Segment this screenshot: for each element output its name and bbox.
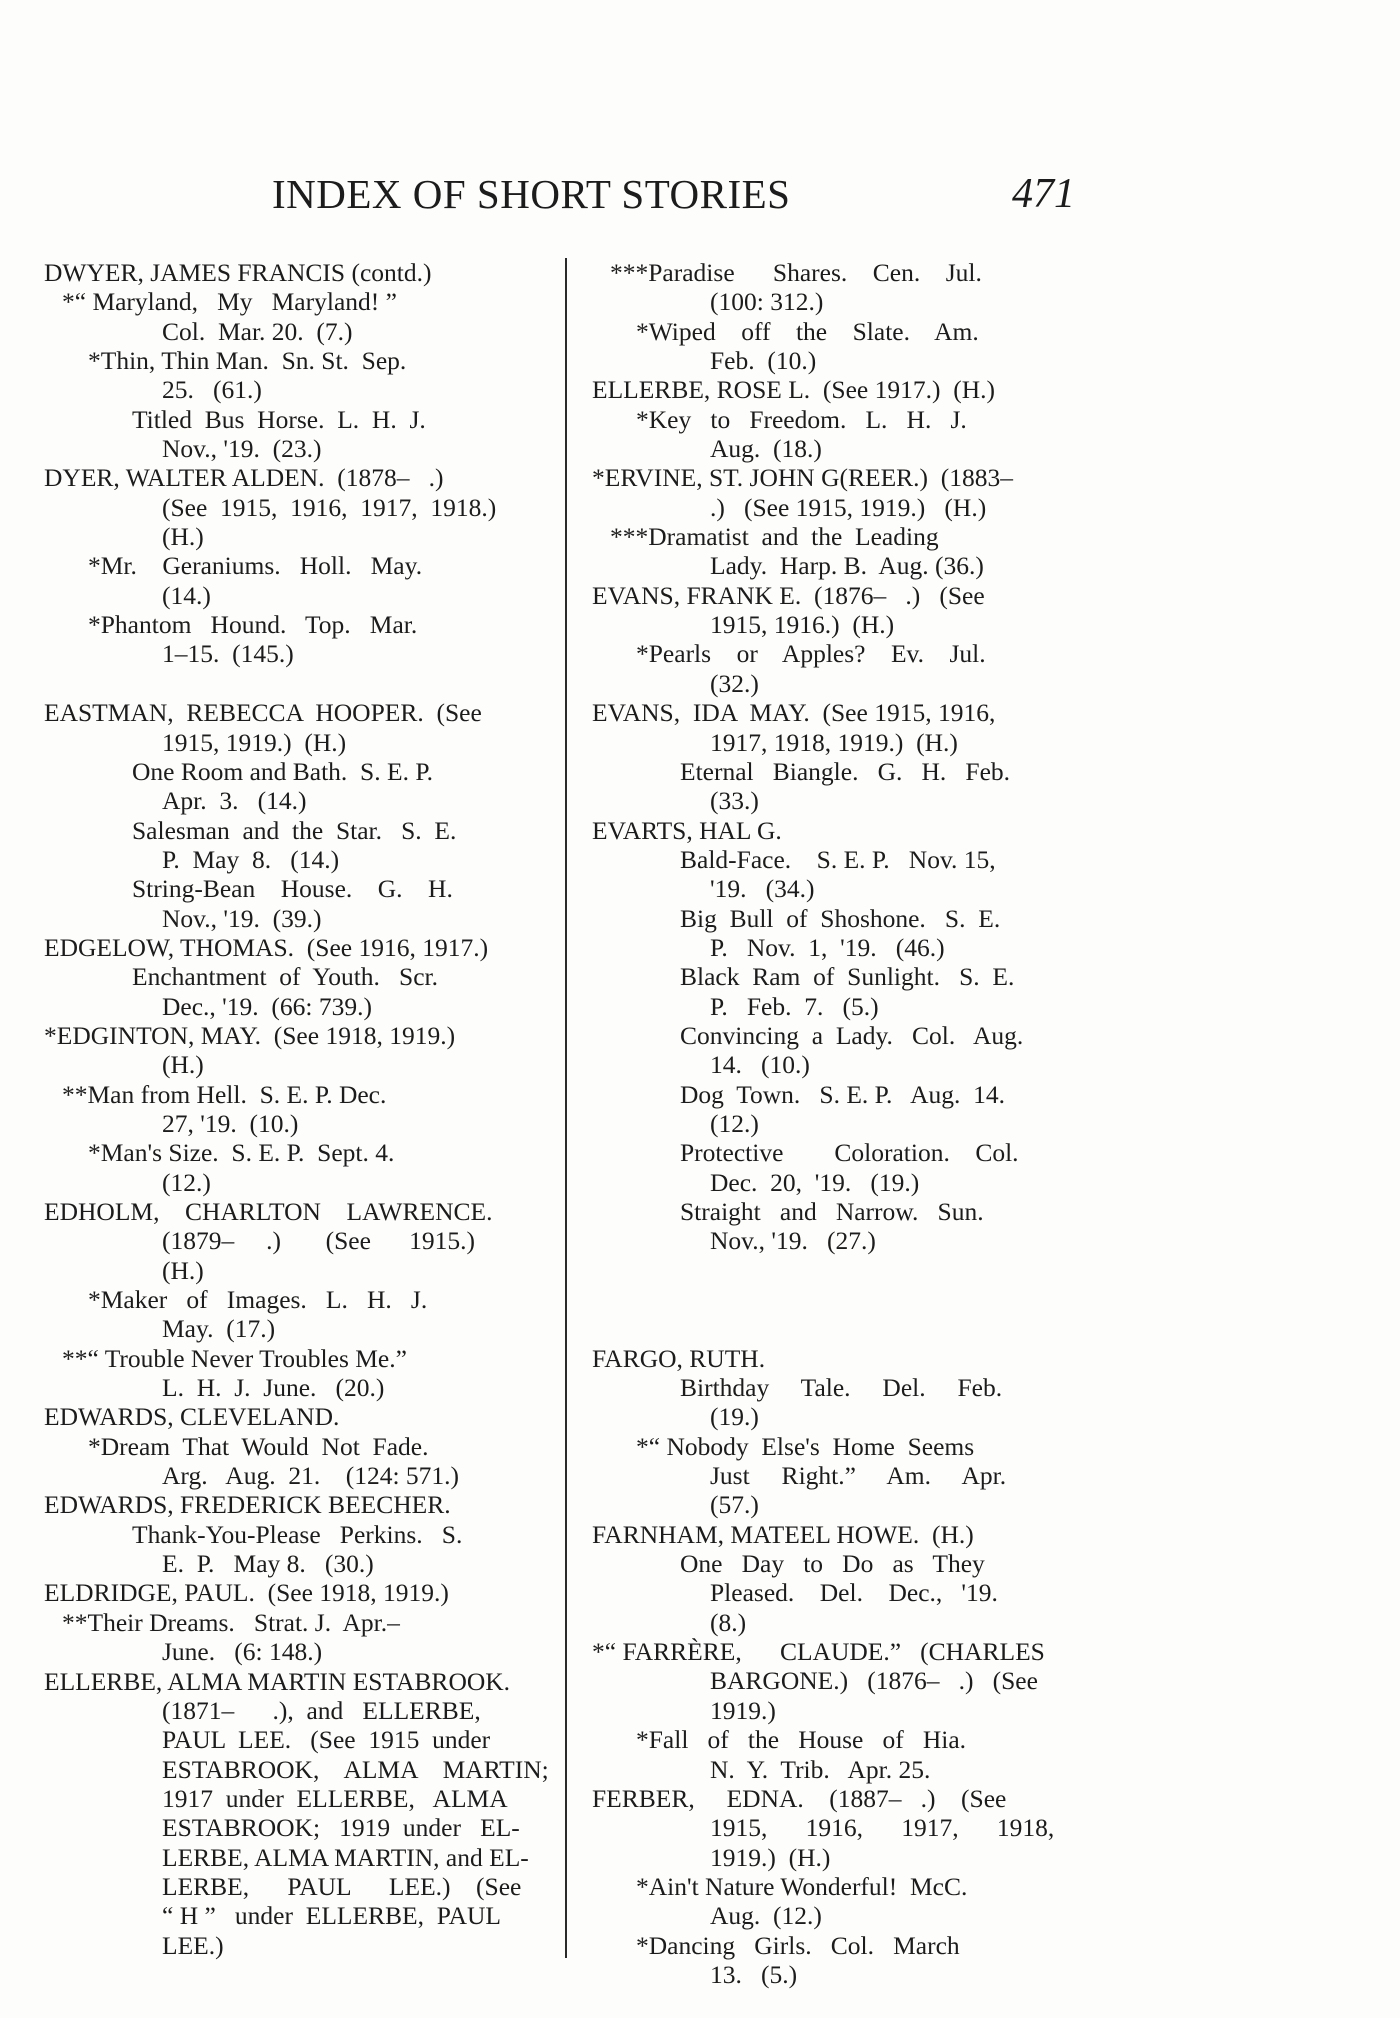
index-entry-line xyxy=(592,1373,1090,1402)
index-entry-line xyxy=(592,1696,1090,1725)
index-entry-line xyxy=(44,493,542,522)
index-entry-line xyxy=(44,1843,542,1872)
index-entry-line xyxy=(44,1901,542,1930)
index-entry-heading xyxy=(44,258,542,287)
index-entry-line xyxy=(592,845,1090,874)
index-entry-line xyxy=(592,1608,1090,1637)
index-entry-line xyxy=(592,669,1090,698)
index-entry-line xyxy=(44,1050,542,1079)
entry-text: *Fall of the House of Hia. xyxy=(636,1725,967,1755)
entry-text: Eternal Biangle. G. H. Feb. xyxy=(680,756,1011,786)
index-entry-line xyxy=(592,1578,1090,1607)
entry-text: *Thin, Thin Man. Sn. St. Sep. xyxy=(88,346,407,376)
entry-text: (14.) xyxy=(162,580,211,610)
entry-text: 1917, 1918, 1919.) (H.) xyxy=(710,727,958,757)
index-entry-line xyxy=(592,1901,1090,1930)
entry-text: (12.) xyxy=(710,1108,759,1138)
entry-text: ESTABROOK, ALMA MARTIN; xyxy=(162,1754,549,1784)
entry-text: *Pearls or Apples? Ev. Jul. xyxy=(636,639,986,669)
index-entry-line xyxy=(592,493,1090,522)
index-entry-line xyxy=(592,405,1090,434)
entry-text: *ERVINE, ST. JOHN G(REER.) (1883– xyxy=(592,463,1014,493)
index-entry-heading xyxy=(592,581,1090,610)
index-entry-line xyxy=(592,1138,1090,1167)
entry-text: N. Y. Trib. Apr. 25. xyxy=(710,1754,931,1784)
index-entry-line xyxy=(44,845,542,874)
entry-text: (1871– .), and ELLERBE, xyxy=(162,1695,481,1725)
index-entry-heading xyxy=(592,698,1090,727)
index-entry-line xyxy=(592,1461,1090,1490)
index-entry-line xyxy=(44,1109,542,1138)
index-entry-line xyxy=(44,1520,542,1549)
index-entry-line xyxy=(592,1931,1090,1960)
index-entry-line xyxy=(44,1373,542,1402)
index-entry-line xyxy=(592,1755,1090,1784)
entry-text: Enchantment of Youth. Scr. xyxy=(132,962,438,992)
index-entry-line xyxy=(44,904,542,933)
entry-text: Protective Coloration. Col. xyxy=(680,1138,1019,1168)
entry-text: L. H. J. June. (20.) xyxy=(162,1373,385,1403)
entry-text: *Mr. Geraniums. Holl. May. xyxy=(88,551,423,581)
entry-text: **Man from Hell. S. E. P. Dec. xyxy=(62,1079,387,1109)
index-entry-heading xyxy=(592,1520,1090,1549)
entry-text: Nov., '19. (27.) xyxy=(710,1226,876,1256)
index-entry-line xyxy=(592,610,1090,639)
entry-text: Big Bull of Shoshone. S. E. xyxy=(680,903,1001,933)
index-entry-line xyxy=(592,1843,1090,1872)
entry-text: *EDGINTON, MAY. (See 1918, 1919.) xyxy=(44,1020,456,1050)
entry-text: EDWARDS, CLEVELAND. xyxy=(44,1402,340,1432)
entry-text: FARGO, RUTH. xyxy=(592,1343,766,1373)
index-entry-line xyxy=(44,1461,542,1490)
index-entry-line xyxy=(44,1872,542,1901)
index-entry-line xyxy=(592,1109,1090,1138)
entry-text: (33.) xyxy=(710,786,759,816)
index-entry-line xyxy=(44,287,542,316)
index-entry-line xyxy=(44,1344,542,1373)
entry-text: ELLERBE, ALMA MARTIN ESTABROOK. xyxy=(44,1666,511,1696)
entry-text: Pleased. Del. Dec., '19. xyxy=(710,1578,998,1608)
entry-text: Dec., '19. (66: 739.) xyxy=(162,991,372,1021)
entry-text: Salesman and the Star. S. E. xyxy=(132,815,457,845)
page-number: 471 xyxy=(1012,171,1075,217)
index-entry-line xyxy=(44,1725,542,1754)
index-entry-line xyxy=(44,1696,542,1725)
entry-text: P. Feb. 7. (5.) xyxy=(710,991,879,1021)
column-divider xyxy=(565,258,567,1958)
index-entry-line xyxy=(592,1490,1090,1519)
index-entry-line xyxy=(592,992,1090,1021)
entry-text: DWYER, JAMES FRANCIS (contd.) xyxy=(44,258,432,287)
index-entry-line xyxy=(592,1432,1090,1461)
entry-text: Dog Town. S. E. P. Aug. 14. xyxy=(680,1079,1006,1109)
index-entry-line xyxy=(44,992,542,1021)
index-entry-heading xyxy=(592,463,1090,492)
entry-text: (57.) xyxy=(710,1490,759,1520)
index-entry-heading xyxy=(44,463,542,492)
entry-text: EASTMAN, REBECCA HOOPER. (See xyxy=(44,698,482,728)
entry-text: EDGELOW, THOMAS. (See 1916, 1917.) xyxy=(44,932,489,962)
index-entry-line xyxy=(592,522,1090,551)
index-entry-line xyxy=(592,1872,1090,1901)
index-entry-line xyxy=(44,816,542,845)
index-entry-line xyxy=(592,962,1090,991)
entry-text: '19. (34.) xyxy=(710,874,815,904)
index-entry-line xyxy=(44,1813,542,1842)
index-entry-line xyxy=(592,1080,1090,1109)
index-entry-line xyxy=(592,639,1090,668)
entry-text: *Man's Size. S. E. P. Sept. 4. xyxy=(88,1138,395,1168)
index-entry-heading xyxy=(44,1021,542,1050)
entry-text: (8.) xyxy=(710,1607,747,1637)
entry-text: LEE.) xyxy=(162,1930,224,1960)
entry-text: (100: 312.) xyxy=(710,287,824,317)
index-entry-line xyxy=(44,610,542,639)
entry-text: 1919.) (H.) xyxy=(710,1842,831,1872)
entry-text: Aug. (18.) xyxy=(710,434,822,464)
index-entry-line xyxy=(592,786,1090,815)
entry-text: 13. (5.) xyxy=(710,1959,798,1989)
entry-text: *Maker of Images. L. H. J. xyxy=(88,1285,428,1315)
index-entry-line xyxy=(592,757,1090,786)
index-entry-line xyxy=(44,1754,549,1784)
entry-text: Lady. Harp. B. Aug. (36.) xyxy=(710,551,984,581)
entry-text: *“ Nobody Else's Home Seems xyxy=(636,1431,975,1461)
index-entry-line xyxy=(592,1197,1090,1226)
entry-text: (H.) xyxy=(162,1050,204,1080)
index-entry-line xyxy=(44,728,542,757)
index-entry-heading xyxy=(592,375,1090,404)
index-entry-line xyxy=(592,317,1090,346)
index-entry-line xyxy=(592,1666,1090,1695)
index-entry-line xyxy=(44,1168,542,1197)
index-entry-heading xyxy=(44,1197,542,1226)
index-entry-line xyxy=(44,874,542,903)
index-entry-line xyxy=(44,317,542,346)
entry-text: **Their Dreams. Strat. J. Apr.– xyxy=(62,1607,400,1637)
index-entry-line xyxy=(44,1138,542,1167)
index-entry-heading xyxy=(592,1344,1090,1373)
entry-text: FARNHAM, MATEEL HOWE. (H.) xyxy=(592,1519,974,1549)
page-header xyxy=(0,170,1400,230)
index-entry-heading xyxy=(592,1637,1090,1666)
index-entry-line xyxy=(592,1813,1090,1842)
entry-text: 1–15. (145.) xyxy=(162,639,294,669)
index-entry-line xyxy=(44,1608,542,1637)
entry-text: (H.) xyxy=(162,522,204,552)
entry-text: PAUL LEE. (See 1915 under xyxy=(162,1725,491,1755)
entry-text: *Ain't Nature Wonderful! McC. xyxy=(636,1871,968,1901)
entry-text: Nov., '19. (23.) xyxy=(162,434,322,464)
entry-text: 1917 under ELLERBE, ALMA xyxy=(162,1783,508,1813)
entry-text: Dec. 20, '19. (19.) xyxy=(710,1167,920,1197)
entry-text: Just Right.” Am. Apr. xyxy=(710,1461,1007,1491)
entry-text: Aug. (12.) xyxy=(710,1901,822,1931)
index-entry-heading xyxy=(44,1667,542,1696)
entry-text: 1915, 1916.) (H.) xyxy=(710,610,895,640)
entry-text: Black Ram of Sunlight. S. E. xyxy=(680,962,1015,992)
index-entry-line xyxy=(44,522,542,551)
index-entry-line xyxy=(592,1168,1090,1197)
index-entry-line xyxy=(592,1050,1090,1079)
entry-text: Bald-Face. S. E. P. Nov. 15, xyxy=(680,844,996,874)
entry-text: Arg. Aug. 21. (124: 571.) xyxy=(162,1461,460,1491)
entry-text: *“ Maryland, My Maryland! ” xyxy=(62,287,397,317)
index-entry-line xyxy=(592,434,1090,463)
index-entry-line xyxy=(592,1725,1090,1754)
index-entry-line xyxy=(44,375,542,404)
entry-text: P. May 8. (14.) xyxy=(162,844,340,874)
entry-text: Apr. 3. (14.) xyxy=(162,786,307,816)
entry-text: ELDRIDGE, PAUL. (See 1918, 1919.) xyxy=(44,1578,449,1608)
index-entry-heading xyxy=(44,1578,542,1607)
entry-text: 1915, 1919.) (H.) xyxy=(162,727,347,757)
entry-text: ***Dramatist and the Leading xyxy=(610,522,939,552)
entry-text: (H.) xyxy=(162,1255,204,1285)
entry-text: EVANS, IDA MAY. (See 1915, 1916, xyxy=(592,698,996,728)
entry-text: 14. (10.) xyxy=(710,1050,810,1080)
entry-text: LERBE, PAUL LEE.) (See xyxy=(162,1871,522,1901)
index-entry-line xyxy=(592,258,1090,287)
entry-text: (19.) xyxy=(710,1402,759,1432)
entry-text: EDWARDS, FREDERICK BEECHER. xyxy=(44,1490,451,1520)
index-entry-line xyxy=(592,728,1090,757)
entry-text: 25. (61.) xyxy=(162,375,262,405)
entry-text: 27, '19. (10.) xyxy=(162,1108,299,1138)
index-entry-line xyxy=(592,1960,1090,1989)
index-entry-heading xyxy=(44,1490,542,1519)
entry-text: .) (See 1915, 1919.) (H.) xyxy=(710,492,987,522)
index-entry-line xyxy=(44,1226,542,1255)
entry-text: Feb. (10.) xyxy=(710,346,817,376)
entry-text: *Wiped off the Slate. Am. xyxy=(636,316,979,346)
entry-text: ***Paradise Shares. Cen. Jul. xyxy=(610,258,982,287)
index-entry-line xyxy=(44,581,542,610)
index-entry-line xyxy=(592,904,1090,933)
entry-text: *Phantom Hound. Top. Mar. xyxy=(88,610,418,640)
index-entry-line xyxy=(592,551,1090,580)
running-head: INDEX OF SHORT STORIES xyxy=(272,171,791,217)
entry-text: *Dream That Would Not Fade. xyxy=(88,1431,429,1461)
entry-text: LERBE, ALMA MARTIN, and EL- xyxy=(162,1842,529,1872)
entry-text: Thank-You-Please Perkins. S. xyxy=(132,1519,463,1549)
entry-text: (32.) xyxy=(710,668,759,698)
blank-line xyxy=(592,1256,1090,1344)
index-entry-line xyxy=(592,874,1090,903)
index-entry-line xyxy=(44,1549,542,1578)
index-entry-heading xyxy=(592,1784,1090,1813)
index-entry-line xyxy=(44,1784,542,1813)
index-entry-line xyxy=(44,1285,542,1314)
index-entry-line xyxy=(592,1021,1090,1050)
entry-text: EVANS, FRANK E. (1876– .) (See xyxy=(592,580,985,610)
index-entry-line xyxy=(44,551,542,580)
entry-text: Convincing a Lady. Col. Aug. xyxy=(680,1020,1024,1050)
entry-text: “ H ” under ELLERBE, PAUL xyxy=(162,1901,502,1931)
left-column xyxy=(44,258,549,1960)
entry-text: 1915, 1916, 1917, 1918, xyxy=(710,1813,1055,1843)
index-entry-line xyxy=(592,933,1090,962)
index-entry-line xyxy=(44,639,542,668)
entry-text: (1879– .) (See 1915.) xyxy=(162,1226,476,1256)
entry-text: Birthday Tale. Del. Feb. xyxy=(680,1373,1003,1403)
index-entry-line xyxy=(44,1931,542,1960)
index-entry-line xyxy=(44,786,542,815)
index-entry-line xyxy=(44,1637,542,1666)
entry-text: BARGONE.) (1876– .) (See xyxy=(710,1666,1038,1696)
index-entry-line xyxy=(592,346,1090,375)
entry-text: June. (6: 148.) xyxy=(162,1637,323,1667)
index-entry-heading xyxy=(44,933,542,962)
entry-text: *“ FARRÈRE, CLAUDE.” (CHARLES xyxy=(592,1637,1045,1667)
entry-text: *Dancing Girls. Col. March xyxy=(636,1930,960,1960)
entry-text: ELLERBE, ROSE L. (See 1917.) (H.) xyxy=(592,375,995,405)
entry-text: 1919.) xyxy=(710,1695,776,1725)
entry-text: EDHOLM, CHARLTON LAWRENCE. xyxy=(44,1197,493,1226)
entry-text: FERBER, EDNA. (1887– .) (See xyxy=(592,1783,1007,1813)
index-entry-line xyxy=(44,757,542,786)
index-entry-line xyxy=(44,962,542,991)
entry-text: ESTABROOK; 1919 under EL- xyxy=(162,1813,520,1843)
entry-text: P. Nov. 1, '19. (46.) xyxy=(710,932,945,962)
entry-text: EVARTS, HAL G. xyxy=(592,815,782,845)
index-entry-line xyxy=(44,1432,542,1461)
entry-text: DYER, WALTER ALDEN. (1878– .) xyxy=(44,463,444,493)
entry-text: May. (17.) xyxy=(162,1314,276,1344)
index-entry-heading xyxy=(592,816,1090,845)
entry-text: Col. Mar. 20. (7.) xyxy=(162,316,353,346)
entry-text: (See 1915, 1916, 1917, 1918.) xyxy=(162,492,497,522)
entry-text: **“ Trouble Never Troubles Me.” xyxy=(62,1343,407,1373)
entry-text: (12.) xyxy=(162,1167,211,1197)
entry-text: One Day to Do as They xyxy=(680,1549,985,1579)
index-entry-line xyxy=(44,1256,542,1285)
index-entry-line xyxy=(592,287,1090,316)
entry-text: One Room and Bath. S. E. P. xyxy=(132,756,434,786)
index-entry-line xyxy=(44,1314,542,1343)
index-entry-line xyxy=(592,1549,1090,1578)
index-entry-line xyxy=(44,405,542,434)
right-column xyxy=(592,258,1090,1989)
index-entry-line xyxy=(592,1226,1090,1255)
index-entry-line xyxy=(44,434,542,463)
index-entry-line xyxy=(44,1080,542,1109)
index-entry-heading xyxy=(44,698,542,727)
index-entry-line xyxy=(592,1402,1090,1431)
entry-text: E. P. May 8. (30.) xyxy=(162,1549,374,1579)
entry-text: String-Bean House. G. H. xyxy=(132,874,453,904)
entry-text: Nov., '19. (39.) xyxy=(162,903,322,933)
index-entry-heading xyxy=(44,1402,542,1431)
entry-text: Titled Bus Horse. L. H. J. xyxy=(132,404,426,434)
entry-text: *Key to Freedom. L. H. J. xyxy=(636,404,967,434)
blank-line xyxy=(44,669,542,698)
entry-text: Straight and Narrow. Sun. xyxy=(680,1197,984,1226)
index-entry-line xyxy=(44,346,542,375)
